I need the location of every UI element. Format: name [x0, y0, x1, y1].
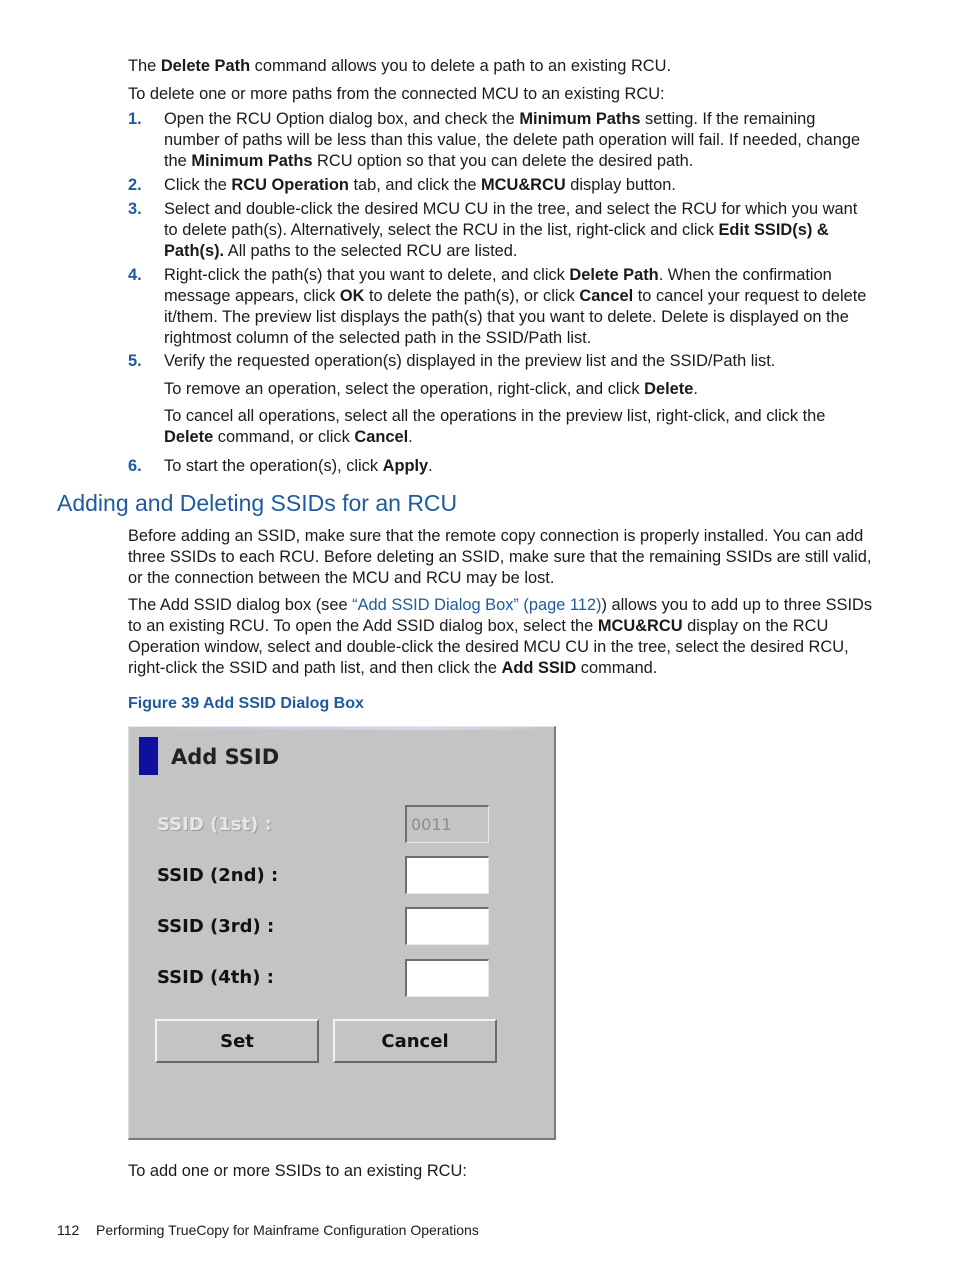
ssid-4th-label: SSID (4th) : [157, 967, 274, 988]
step5-cancel-note: To cancel all operations, select all the operations in the preview list, right-click, and click the Delete command, or click Cancel. [164, 407, 826, 446]
ssid-1st-label: SSID (1st) : [157, 814, 272, 835]
title-marker [139, 737, 158, 775]
step-number: 4. [128, 266, 142, 284]
step-number: 3. [128, 200, 142, 218]
figure-link[interactable]: “Add SSID Dialog Box” (page 112) [352, 596, 602, 614]
dialog-title: Add SSID [171, 745, 280, 769]
ssid-2nd-label: SSID (2nd) : [157, 865, 279, 886]
step-text: Open the RCU Option dialog box, and check the Minimum Paths setting. If the remaining number of paths will be less than this value, the delete path operation will fail. If needed, change the Minimum Paths RCU option so that you can delete the desired path. [164, 110, 861, 170]
step-text: Verify the requested operation(s) displayed in the preview list and the SSID/Path list. [164, 352, 776, 370]
add-ssid-dialog [128, 726, 556, 1140]
ssid-1st-input[interactable] [405, 805, 489, 843]
page-number: 112 [57, 1222, 80, 1238]
set-button[interactable]: Set [155, 1019, 319, 1063]
ssid-3rd-label: SSID (3rd) : [157, 916, 275, 937]
section-paragraph: Before adding an SSID, make sure that the remote copy connection is properly installed. You can add three SSIDs to each RCU. Before deleting an SSID, make sure that the remaining SSIDs are still valid, or the connection between the MCU and RCU may be lost. [128, 527, 872, 587]
step-number: 6. [128, 457, 142, 475]
chapter-title: Performing TrueCopy for Mainframe Configuration Operations [96, 1222, 479, 1238]
section-paragraph: The Add SSID dialog box (see “Add SSID Dialog Box” (page 112)) allows you to add up to three SSIDs to an existing RCU. To open the Add SSID dialog box, select the MCU&RCU display on the RCU Operation window, select and double-click the desired MCU CU in the tree, select the desired RCU, right-click the SSID and path list, and then click the Add SSID command. [128, 596, 873, 677]
ssid-2nd-input[interactable] [405, 856, 489, 894]
section-outro: To add one or more SSIDs to an existing RCU: [128, 1162, 467, 1180]
step-number: 2. [128, 176, 142, 194]
figure-caption: Figure 39 Add SSID Dialog Box [128, 695, 364, 712]
ssid-3rd-input[interactable] [405, 907, 489, 945]
dialog-top-gradient [129, 727, 554, 730]
ssid-4th-input[interactable] [405, 959, 489, 997]
step-text: Select and double-click the desired MCU CU in the tree, and select the RCU for which you want to delete path(s). Alternatively, select the RCU in the list, right-click and click Edit SSID(s) & Path(s). All paths to the selected RCU are listed. [164, 200, 858, 260]
step-text: Right-click the path(s) that you want to delete, and click Delete Path. When the confirmation message appears, click OK to delete the path(s), or click Cancel to cancel your request to delete it/them. The preview list displays the path(s) that you want to delete. Delete is displayed on the rightmost column of the selected path in the SSID/Path list. [164, 266, 867, 347]
step5-remove-note: To remove an operation, select the operation, right-click, and click Delete. [164, 380, 698, 398]
intro-delete-path: The Delete Path command allows you to delete a path to an existing RCU. [128, 57, 672, 75]
step-text: Click the RCU Operation tab, and click the MCU&RCU display button. [164, 176, 676, 194]
cancel-button[interactable]: Cancel [333, 1019, 497, 1063]
step-number: 1. [128, 110, 142, 128]
step-text: To start the operation(s), click Apply. [164, 457, 433, 475]
steps-intro: To delete one or more paths from the connected MCU to an existing RCU: [128, 85, 665, 103]
step-number: 5. [128, 352, 142, 370]
section-heading: Adding and Deleting SSIDs for an RCU [57, 490, 458, 516]
